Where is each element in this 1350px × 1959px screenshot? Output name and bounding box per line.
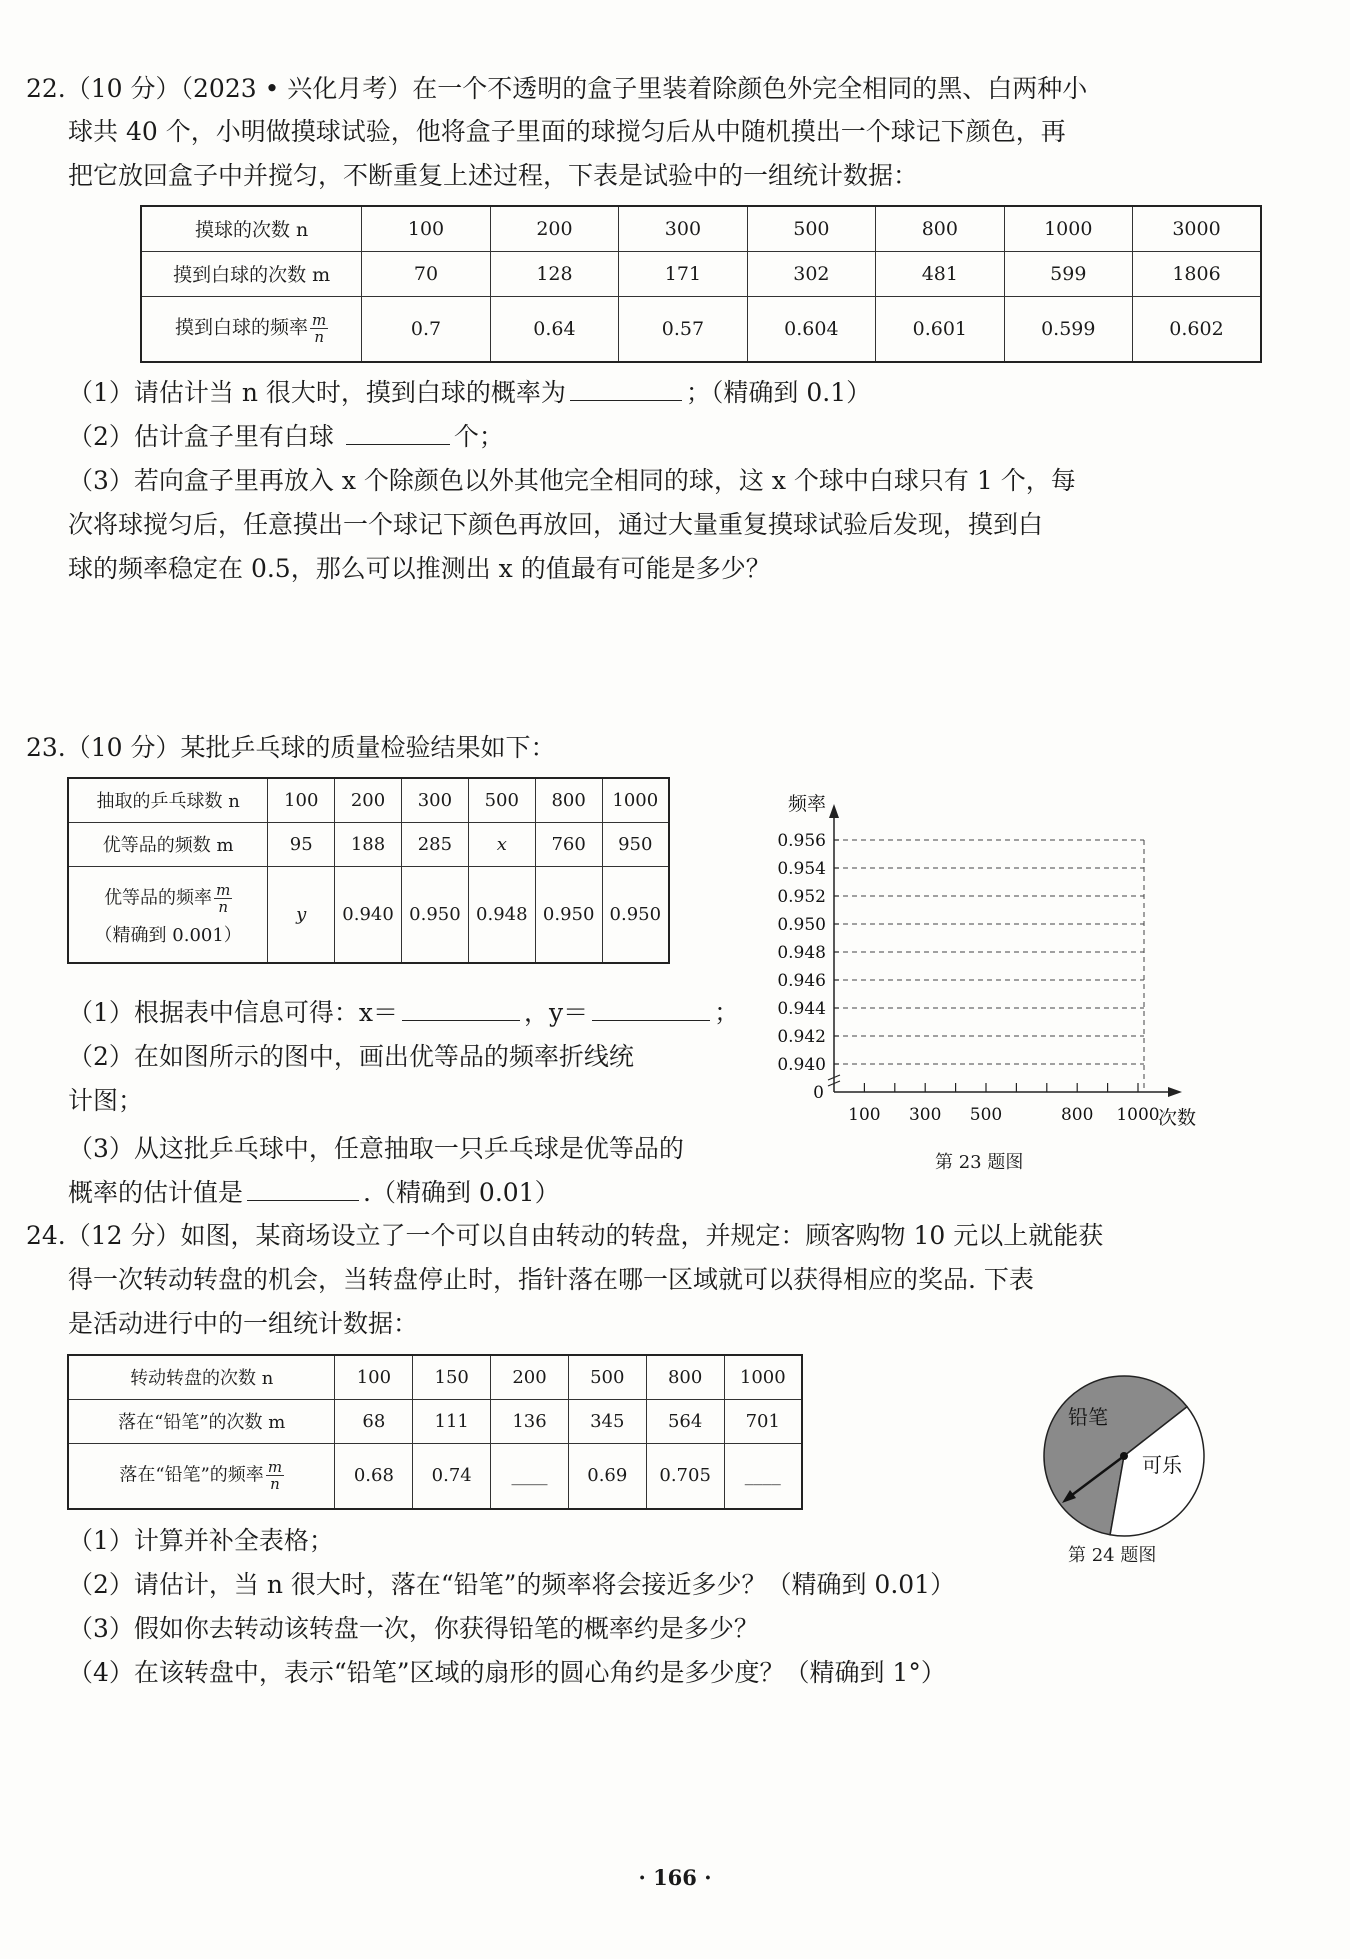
table-cell: 171 [619,251,747,296]
q23-sub-3-note: .（精确到 0.01） [363,1178,560,1207]
table-cell: 345 [568,1399,646,1443]
fraction-m-over-n: $\frac{m}{n}$ [267,1458,283,1494]
q24-line-1: 24.（12 分）如图，某商场设立了一个可以自由转动的转盘，并规定：顾客购物 10 元以上就能获 [26,1221,1104,1250]
table-cell: 0.601 [876,296,1004,362]
q22-header-f [141,296,362,362]
table-cell: 0.69 [568,1443,646,1509]
table-cell: 800 [876,206,1004,251]
q22-row-n [141,206,1261,251]
table-cell: 136 [491,1399,569,1443]
q23-header-n: 抽取的乒乓球数 n [68,778,268,822]
table-cell: 1000 [724,1355,802,1399]
q22-sub-2-unit: 个； [453,422,504,451]
table-cell: 800 [646,1355,724,1399]
spinner-diagram [1030,1370,1210,1550]
table-cell: 500 [468,778,535,822]
q22-sub-1-note: ；（精确到 0.1） [685,378,872,407]
q24-header-f [68,1443,335,1509]
q23-header-m: 优等品的频数 m [68,822,268,866]
x-tick-label: 500 [969,1105,1003,1125]
table-cell: 1806 [1133,251,1262,296]
q22-header-n: 摸球的次数 n [141,206,362,251]
table-cell: 111 [413,1399,491,1443]
q23-line-1: 23.（10 分）某批乒乓球的质量检验结果如下： [26,733,556,762]
table-cell: 0.64 [490,296,618,362]
q23-sub-1 [68,993,739,1033]
table-cell: 0.57 [619,296,747,362]
q23-table [67,777,670,964]
fraction-m-over-n: $\frac{m}{n}$ [216,880,231,916]
table-cell[interactable]: ____ [724,1443,802,1509]
q23-header-f [68,866,268,963]
q22-sub-1 [68,373,871,413]
answer-blank-x[interactable] [402,998,520,1021]
q24-spinner-caption: 第 24 题图 [1068,1545,1157,1566]
q22-line-1: 22.（10 分）（2023 • 兴化月考）在一个不透明的盒子里装着除颜色外完全相同的黑、白两种小 [26,74,1088,103]
q22-sub-3-line-2: 次将球搅匀后，任意摸出一个球记下颜色再放回，通过大量重复摸球试验后发现，摸到白 [68,510,1044,539]
q23-sub-1-end: ； [714,998,740,1027]
q23-row-m [68,822,669,866]
table-cell: 481 [876,251,1004,296]
answer-blank-y[interactable] [592,998,710,1021]
table-cell: 0.604 [747,296,875,362]
q23-sub-2-line-1: （2）在如图所示的图中，画出优等品的频率折线统 [68,1042,634,1071]
table-cell: 300 [619,206,747,251]
table-cell: 0.948 [468,866,535,963]
table-cell: 200 [335,778,402,822]
q23-chart-caption: 第 23 题图 [935,1152,1024,1173]
table-cell: 100 [335,1355,413,1399]
origin-label: 0 [813,1083,824,1103]
q24-line-3: 是活动进行中的一组统计数据： [68,1309,419,1338]
q23-sub-2-line-2: 计图； [68,1086,144,1115]
y-tick-label: 0.948 [777,943,826,963]
table-cell: 95 [268,822,335,866]
q23-row-f [68,866,669,963]
y-axis-arrow [829,804,839,818]
table-cell: 599 [1004,251,1132,296]
q23-sub-1-y: ，y＝ [524,998,589,1027]
q24-row-m [68,1399,802,1443]
q24-sub-3: （3）假如你去转动该转盘一次，你获得铅笔的概率约是多少？ [68,1614,759,1643]
table-cell: 68 [335,1399,413,1443]
table-cell: 760 [535,822,602,866]
table-cell: 950 [602,822,669,866]
q23-sub-1-text: （1）根据表中信息可得：x＝ [68,998,399,1027]
q23-sub-3-line-1: （3）从这批乒乓球中，任意抽取一只乒乓球是优等品的 [68,1134,684,1163]
q22-row-m [141,251,1261,296]
q22-sub-1-text: （1）请估计当 n 很大时，摸到白球的概率为 [68,378,566,407]
table-cell: 285 [401,822,468,866]
pencil-label: 铅笔 [1068,1405,1108,1429]
table-cell: 0.599 [1004,296,1132,362]
x-tick-label: 800 [1060,1105,1094,1125]
q24-header-m: 落在“铅笔”的次数 m [68,1399,335,1443]
y-tick-label: 0.954 [777,859,826,879]
q22-sub-2-text: （2）估计盒子里有白球 [68,422,334,451]
table-cell: 100 [268,778,335,822]
q22-table [140,205,1262,363]
table-cell: 800 [535,778,602,822]
table-cell: x [468,822,535,866]
y-tick-label: 0.944 [777,999,826,1019]
q24-row-f [68,1443,802,1509]
table-cell: 100 [362,206,490,251]
answer-blank[interactable] [346,422,450,445]
table-cell: 302 [747,251,875,296]
q22-sub-2 [68,417,504,457]
q24-sub-2: （2）请估计，当 n 很大时，落在“铅笔”的频率将会接近多少？（精确到 0.01） [68,1570,956,1599]
q24-sub-1: （1）计算并补全表格； [68,1526,334,1555]
x-tick-label: 300 [908,1105,942,1125]
q24-header-n: 转动转盘的次数 n [68,1355,335,1399]
q22-line-3: 把它放回盒子中并搅匀，不断重复上述过程，下表是试验中的一组统计数据： [68,161,919,190]
q23-precision-note: （精确到 0.001） [94,924,242,946]
table-cell[interactable]: ____ [491,1443,569,1509]
table-cell: 0.950 [602,866,669,963]
y-tick-label: 0.956 [777,831,826,851]
table-cell: 0.940 [335,866,402,963]
cola-label: 可乐 [1142,1453,1182,1477]
q22-sub-3-line-1: （3）若向盒子里再放入 x 个除颜色以外其他完全相同的球，这 x 个球中白球只有 1 个，每 [68,466,1076,495]
q24-sub-4: （4）在该转盘中，表示“铅笔”区域的扇形的圆心角约是多少度？（精确到 1°） [68,1658,946,1687]
table-cell: 0.68 [335,1443,413,1509]
table-cell: 0.602 [1133,296,1262,362]
spinner-center [1120,1452,1128,1460]
answer-blank[interactable] [247,1178,359,1201]
table-cell: 0.7 [362,296,490,362]
table-cell: 200 [490,206,618,251]
q22-line-2: 球共 40 个，小明做摸球试验，他将盒子里面的球搅匀后从中随机摸出一个球记下颜色，再 [68,117,1066,146]
table-cell: 188 [335,822,402,866]
q22-sub-3-line-3: 球的频率稳定在 0.5，那么可以推测出 x 的值最有可能是多少？ [68,554,771,583]
y-tick-label: 0.942 [777,1027,826,1047]
page-number: · 166 · [638,1865,712,1890]
q22-row-f [141,296,1261,362]
x-tick-label: 1000 [1116,1105,1160,1125]
q22-header-m: 摸到白球的次数 m [141,251,362,296]
table-cell: 0.705 [646,1443,724,1509]
q23-chart [740,790,1210,1130]
q24-line-2: 得一次转动转盘的机会，当转盘停止时，指针落在哪一区域就可以获得相应的奖品. 下表 [68,1265,1034,1294]
x-tick-label: 100 [848,1105,881,1125]
x-axis-arrow [1168,1087,1182,1097]
x-axis-title: 次数 [1158,1107,1197,1129]
table-cell: 0.950 [535,866,602,963]
q23-row-n [68,778,669,822]
fraction-m-over-n: $\frac{m}{n}$ [312,311,327,347]
answer-blank[interactable] [570,378,682,401]
table-cell: 0.950 [401,866,468,963]
table-cell: 1000 [1004,206,1132,251]
y-tick-label: 0.940 [777,1055,826,1075]
table-cell: 564 [646,1399,724,1443]
q23-header-f-text: 优等品的频率 [104,887,213,909]
y-tick-label: 0.952 [777,887,826,907]
q23-sub-3-text: 概率的估计值是 [68,1178,244,1207]
q24-table [67,1354,803,1510]
q23-sub-3-line-2 [68,1173,560,1213]
y-tick-label: 0.950 [777,915,826,935]
q24-header-f-text: 落在“铅笔”的频率 [119,1464,264,1486]
y-axis-title: 频率 [788,793,827,815]
table-cell: 701 [724,1399,802,1443]
table-cell: 70 [362,251,490,296]
table-cell: 200 [491,1355,569,1399]
table-cell: 128 [490,251,618,296]
table-cell: 0.74 [413,1443,491,1509]
y-tick-label: 0.946 [777,971,826,991]
table-cell: 500 [747,206,875,251]
table-cell: 300 [401,778,468,822]
table-cell: 1000 [602,778,669,822]
table-cell: 3000 [1133,206,1262,251]
table-cell: 500 [568,1355,646,1399]
q22-header-f-text: 摸到白球的频率 [175,316,309,339]
q24-row-n [68,1355,802,1399]
table-cell: 150 [413,1355,491,1399]
table-cell: y [268,866,335,963]
